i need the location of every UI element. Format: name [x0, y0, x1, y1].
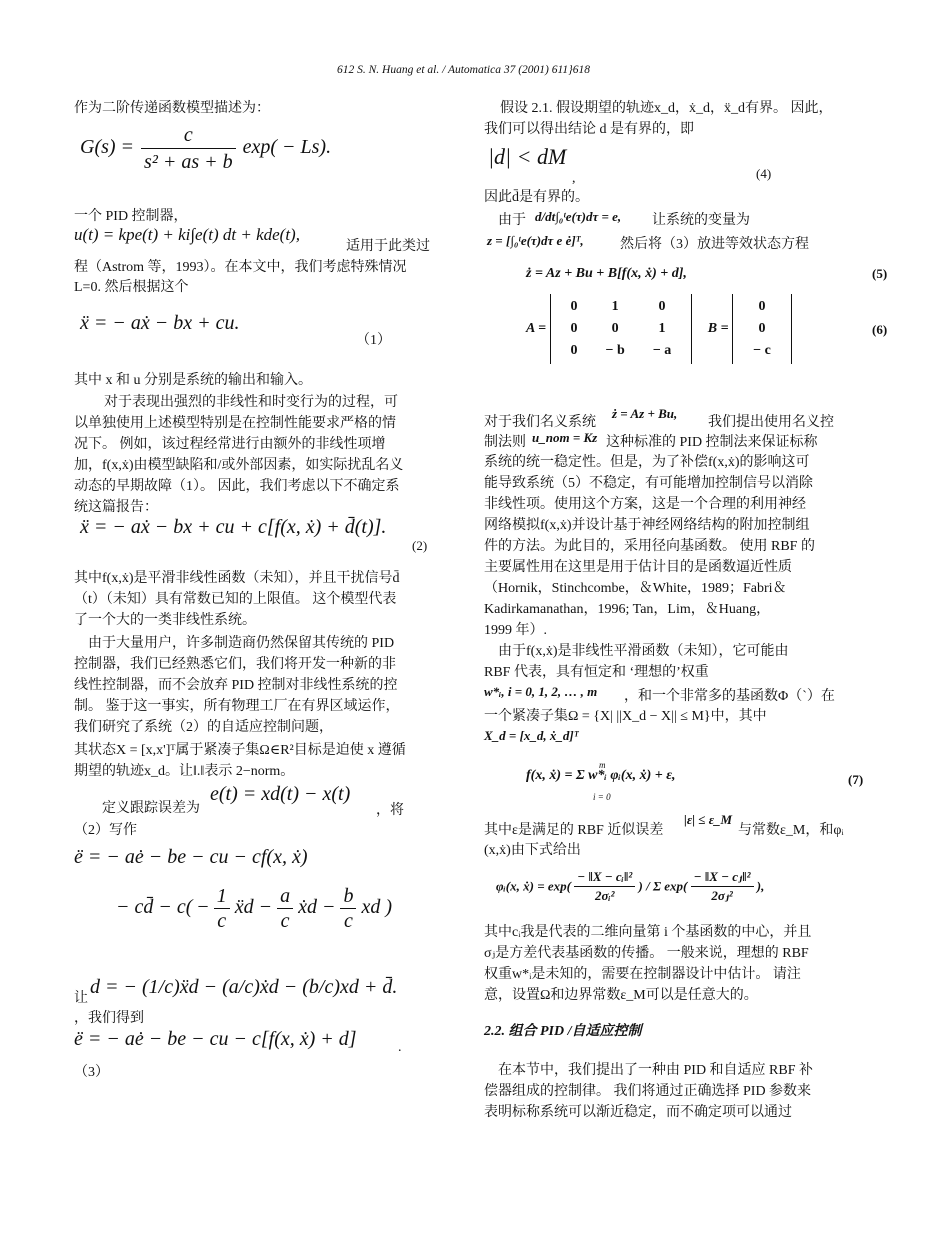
equation-basis-function [496, 868, 764, 905]
equation-3-number: （3） [74, 1065, 109, 1080]
equation-4-comma: , [572, 171, 576, 186]
para-pid-text-2: 程（Astrom 等，1993）。在本文中，我们考虑特殊情况 [74, 260, 407, 275]
equation-d-definition: d = − (1/c)ẍd − (a/c)ẋd − (b/c)xd + d̄. [90, 976, 398, 998]
matrix-a-cell: 1 [658, 321, 666, 336]
matrix-a-cell: − a [652, 343, 672, 358]
para-pid-text-1: 适用于此类过 [346, 239, 430, 254]
para-state: 其状态X = [x,x']ᵀ属于紧凑子集Ω∈R²目标是迫使 x 遵循 [74, 743, 406, 758]
para-users-line: 线性控制器，而不会放弃 PID 控制对非线性系统的控 [74, 678, 398, 693]
eq-phi-lhs: φᵢ(x, ẋ) = exp( [496, 878, 571, 894]
eq-edd2-frac-3-den: c [343, 910, 353, 932]
eq-g-den: s² + as + b [144, 151, 233, 173]
para-centers-line: 意，设置Ω和边界常数ε_M可以是任意大的。 [484, 988, 758, 1003]
para-approx-error-tail: 与常数ε_M，和φᵢ [738, 823, 844, 838]
matrix-a-cell: − b [605, 343, 625, 358]
para-smooth-line: 其中f(x,ẋ)是平滑非线性函数（未知），并且干扰信号d̄ [74, 571, 400, 586]
eq-edd2-frac-3 [340, 884, 356, 933]
eq-g-fraction [141, 122, 236, 175]
eq-phi-frac-2 [691, 868, 754, 905]
para-centers [484, 922, 864, 1006]
equation-4: |d| < dM [488, 144, 567, 169]
para-we-get: ，我们得到 [74, 1011, 144, 1026]
eq-edd2-frac-1-den: c [217, 910, 227, 932]
equation-7-sum-top: m [599, 760, 606, 770]
para-nonlinear-line: 况下。 例如，该过程经常进行由额外的非线性项增 [74, 437, 386, 452]
para-tracking-error-tail: ，将 [376, 803, 404, 818]
matrix-b-cell: 0 [758, 299, 766, 314]
matrix-a-cell: 0 [570, 321, 578, 336]
para-rewrite: （2）写作 [74, 823, 137, 838]
equation-6 [526, 294, 792, 364]
eq-edd2-term-3: xd ) [361, 896, 392, 919]
para-pid-controller: 一个 PID 控制器， [74, 209, 188, 224]
para-intro: 作为二阶传递函数模型描述为： [74, 101, 270, 116]
matrix-b-label: B = [707, 321, 729, 336]
para-users-line: 控制器，我们已经熟悉它们，我们将开发一种新的非 [74, 657, 396, 672]
para-rbf-approach [484, 452, 864, 641]
equation-2: ẍ = − aẋ − bx + cu + c[f(x, ẋ) + d̄(t)]. [80, 516, 387, 538]
eq-phi-end: ), [756, 878, 765, 894]
matrix-b-cell: − c [753, 343, 771, 358]
para-rbf-line: 网络模拟f(x,ẋ)并设计基于神经网络结构的附加控制组 [484, 518, 810, 533]
matrix-a-cell: 0 [570, 343, 578, 358]
assumption-line-2: 我们可以得出结论 d 是有界的，即 [484, 122, 694, 137]
equation-7-body: f(x, ẋ) = Σ w*ᵢ φᵢ(x, ẋ) + ε, [526, 768, 676, 783]
equation-3-dot: . [398, 1040, 402, 1055]
para-users-line: 制。 鉴于这一事实，所有物理工厂在有界区域运作， [74, 699, 400, 714]
para-section-intro [484, 1060, 864, 1123]
para-rbf-line: 主要属性用在这里是用于估计目的是函数逼近性质 [484, 560, 792, 575]
para-nonlinear-line: 加，f(x,ẋ)由模型缺陷和/或外部因素，如实际扰乱名义 [74, 458, 404, 473]
para-represent-2: RBF 代表，具有恒定和 ‘理想的’权重 [484, 665, 709, 680]
para-section-line: 偿器组成的控制律。 我们将通过正确选择 PID 参数来 [484, 1084, 812, 1099]
matrix-b [732, 294, 792, 364]
eq-phi-frac-1-den: 2σᵢ² [594, 888, 615, 903]
para-given-by: (x,ẋ)由下式给出 [484, 843, 581, 858]
para-state-equation: 然后将（3）放进等效状态方程 [620, 237, 809, 252]
eq-phi-mid: ) / Σ exp( [638, 878, 688, 894]
assumption-line-1: 假设 2.1. 假设期望的轨迹x_d，ẋ_d，ẍ_d有界。 因此， [500, 101, 833, 116]
equation-1: ẍ = − aẋ − bx + cu. [80, 312, 240, 334]
eq-g-num: c [141, 122, 236, 149]
equation-xd: X_d = [x_d, ẋ_d]ᵀ [484, 728, 579, 743]
para-users-line: 我们研究了系统（2）的自适应控制问题， [74, 720, 333, 735]
running-header: 612 S. N. Huang et al. / Automatica 37 (2001) 611}618 [336, 64, 590, 76]
para-section-line: 表明标称系统可以渐近稳定，而不确定项可以通过 [484, 1105, 792, 1120]
para-rbf-line: 1999 年）. [484, 623, 547, 638]
eq-edd2-frac-1-num: 1 [214, 884, 230, 909]
para-users-line: 由于大量用户，许多制造商仍然保留其传统的 PID [88, 636, 395, 651]
equation-7 [526, 768, 675, 784]
para-nonlinear-line: 动态的早期故障（1）。 因此，我们考虑以下不确定系 [74, 479, 400, 494]
para-smooth [74, 568, 452, 631]
para-io: 其中 x 和 u 分别是系统的输出和输入。 [74, 373, 312, 388]
matrix-a [550, 294, 693, 364]
para-nonlinear [74, 392, 450, 518]
equation-7-number: (7) [848, 772, 864, 787]
equation-epsilon-bound: |ε| ≤ ε_M [684, 812, 733, 827]
para-nominal-1b: 我们提出使用名义控 [708, 415, 834, 430]
section-heading: 2.2. 组合 PID /自适应控制 [484, 1024, 642, 1039]
eq-g-lhs: G(s) = [80, 136, 135, 159]
eq-phi-frac-1 [574, 868, 635, 905]
para-nonlinear-line: 以单独使用上述模型特别是在控制性能要求严格的情 [74, 416, 396, 431]
eq-g-rhs: exp( − Ls). [242, 136, 332, 159]
matrix-a-cell: 0 [570, 299, 578, 314]
para-bounded: 因此d̄是有界的。 [484, 190, 589, 205]
para-represent-3: ，和一个非常多的基函数Φ（`）在 [624, 689, 835, 704]
equation-nominal-control: u_nom = Kz [532, 430, 598, 445]
equation-pid-law: u(t) = kpe(t) + ki∫e(t) dt + kde(t), [74, 225, 300, 244]
equation-nominal-system: ż = Az + Bu, [612, 406, 678, 421]
para-rbf-line: （Hornik，Stinchcombe，＆White，1989；Fabri＆ [484, 581, 787, 596]
para-smooth-line: 了一个大的一类非线性系统。 [74, 613, 256, 628]
equation-z-vector: z = [∫₀ᵗe(τ)dτ e ė]ᵀ, [487, 233, 584, 248]
eq-phi-frac-2-den: 2σⱼ² [711, 888, 733, 903]
eq-edd2-frac-2 [277, 884, 293, 933]
equation-transfer-function [80, 122, 331, 175]
eq-edd2-head: − cd̄ − c( [116, 896, 193, 919]
para-tracking-error: 定义跟踪误差为 [102, 801, 200, 816]
eq-phi-frac-2-num: − ‖X − cⱼ‖² [691, 868, 754, 887]
para-nonlinear-line: 对于表现出强烈的非线性和时变行为的过程，可 [104, 395, 398, 410]
equation-2-number: (2) [412, 538, 428, 553]
equation-5: ż = Az + Bu + B[f(x, ẋ) + d], [526, 266, 687, 281]
para-represent-1: 由于f(x,ẋ)是非线性平滑函数（未知），它可能由 [498, 644, 789, 659]
eq-phi-frac-1-num: − ‖X − cᵢ‖² [574, 868, 635, 887]
equation-4-number: (4) [756, 166, 772, 181]
para-trajectory: 期望的轨迹x_d。让‖.‖表示 2−norm。 [74, 764, 295, 779]
para-rbf-line: 系统的统一稳定性。但是，为了补偿f(x,ẋ)的影响这可 [484, 455, 810, 470]
matrix-b-cell: 0 [758, 321, 766, 336]
equation-7-sum-bottom: i = 0 [593, 792, 611, 802]
para-let: 让 [74, 991, 88, 1006]
para-approx-error: 其中ε是满足的 RBF 近似误差 [484, 823, 664, 838]
para-centers-line: 其中cᵢ我是代表的二维向量第 i 个基函数的中心，并且 [484, 925, 812, 940]
equation-ideal-weights: w*ᵢ, i = 0, 1, 2, … , m [484, 684, 598, 699]
equation-3: ë = − aė − be − cu − c[f(x, ẋ) + d] [74, 1028, 357, 1050]
para-centers-line: 权重w*ᵢ是未知的，需要在控制器设计中估计。 请注 [484, 967, 801, 982]
para-smooth-line: （t）（未知）具有常数已知的上限值。 这个模型代表 [74, 592, 397, 607]
matrix-a-cell: 0 [611, 321, 619, 336]
eq-edd2-frac-1 [214, 884, 230, 933]
equation-1-number: （1） [356, 333, 391, 348]
para-rbf-line: 非线性项。使用这个方案，这是一个合理的利用神经 [484, 497, 806, 512]
para-pid-text-3: L=0. 然后根据这个 [74, 280, 189, 295]
equation-error-dynamics-2: − cd̄ − c( − $\frac{1}{c}$ ẍd − $\frac{a}{c}$ ẋd − $\frac{b}{c}$ xd ) [116, 885, 392, 932]
equation-derivative-integral: d/dt∫₀ᵗe(τ)dτ = e, [535, 209, 622, 224]
para-users [74, 633, 452, 738]
eq-edd2-frac-2-den: c [280, 910, 290, 932]
para-represent-4: 一个紧凑子集Ω = {X| ||X_d − X|| ≤ M}中，其中 [484, 709, 767, 724]
para-rbf-line: Kadirkamanathan，1996; Tan，Lim，＆Huang， [484, 602, 771, 617]
matrix-a-cell: 1 [611, 299, 619, 314]
para-rbf-line: 件的方法。为此目的，采用径向基函数。 使用 RBF 的 [484, 539, 815, 554]
eq-edd2-term-2: ẋd − [298, 896, 336, 919]
eq-edd2-frac-3-num: b [340, 884, 356, 909]
para-nominal-1: 对于我们名义系统 [484, 415, 596, 430]
eq-edd2-term-1: ẍd − [234, 896, 273, 919]
para-section-line: 在本节中，我们提出了一种由 PID 和自适应 RBF 补 [498, 1063, 814, 1078]
para-rbf-line: 能导致系统（5）不稳定，有可能增加控制信号以消除 [484, 476, 813, 491]
para-nominal-2: 制法则 [484, 435, 526, 450]
para-nonlinear-line: 统这篇报告： [74, 500, 158, 515]
equation-6-number: (6) [872, 322, 888, 337]
para-let-variable: 让系统的变量为 [652, 213, 750, 228]
matrix-a-label: A = [526, 321, 547, 336]
eq-edd2-frac-2-num: a [277, 884, 293, 909]
equation-tracking-error: e(t) = xd(t) − x(t) [210, 783, 351, 805]
equation-5-number: (5) [872, 266, 888, 281]
matrix-a-cell: 0 [658, 299, 666, 314]
para-since: 由于 [498, 213, 526, 228]
equation-error-dynamics-1: ë = − aė − be − cu − cf(x, ẋ) [74, 846, 308, 868]
para-centers-line: σⱼ是方差代表基函数的传播。 一般来说，理想的 RBF [484, 946, 809, 961]
para-nominal-2b: 这种标准的 PID 控制法来保证标称 [606, 435, 818, 450]
